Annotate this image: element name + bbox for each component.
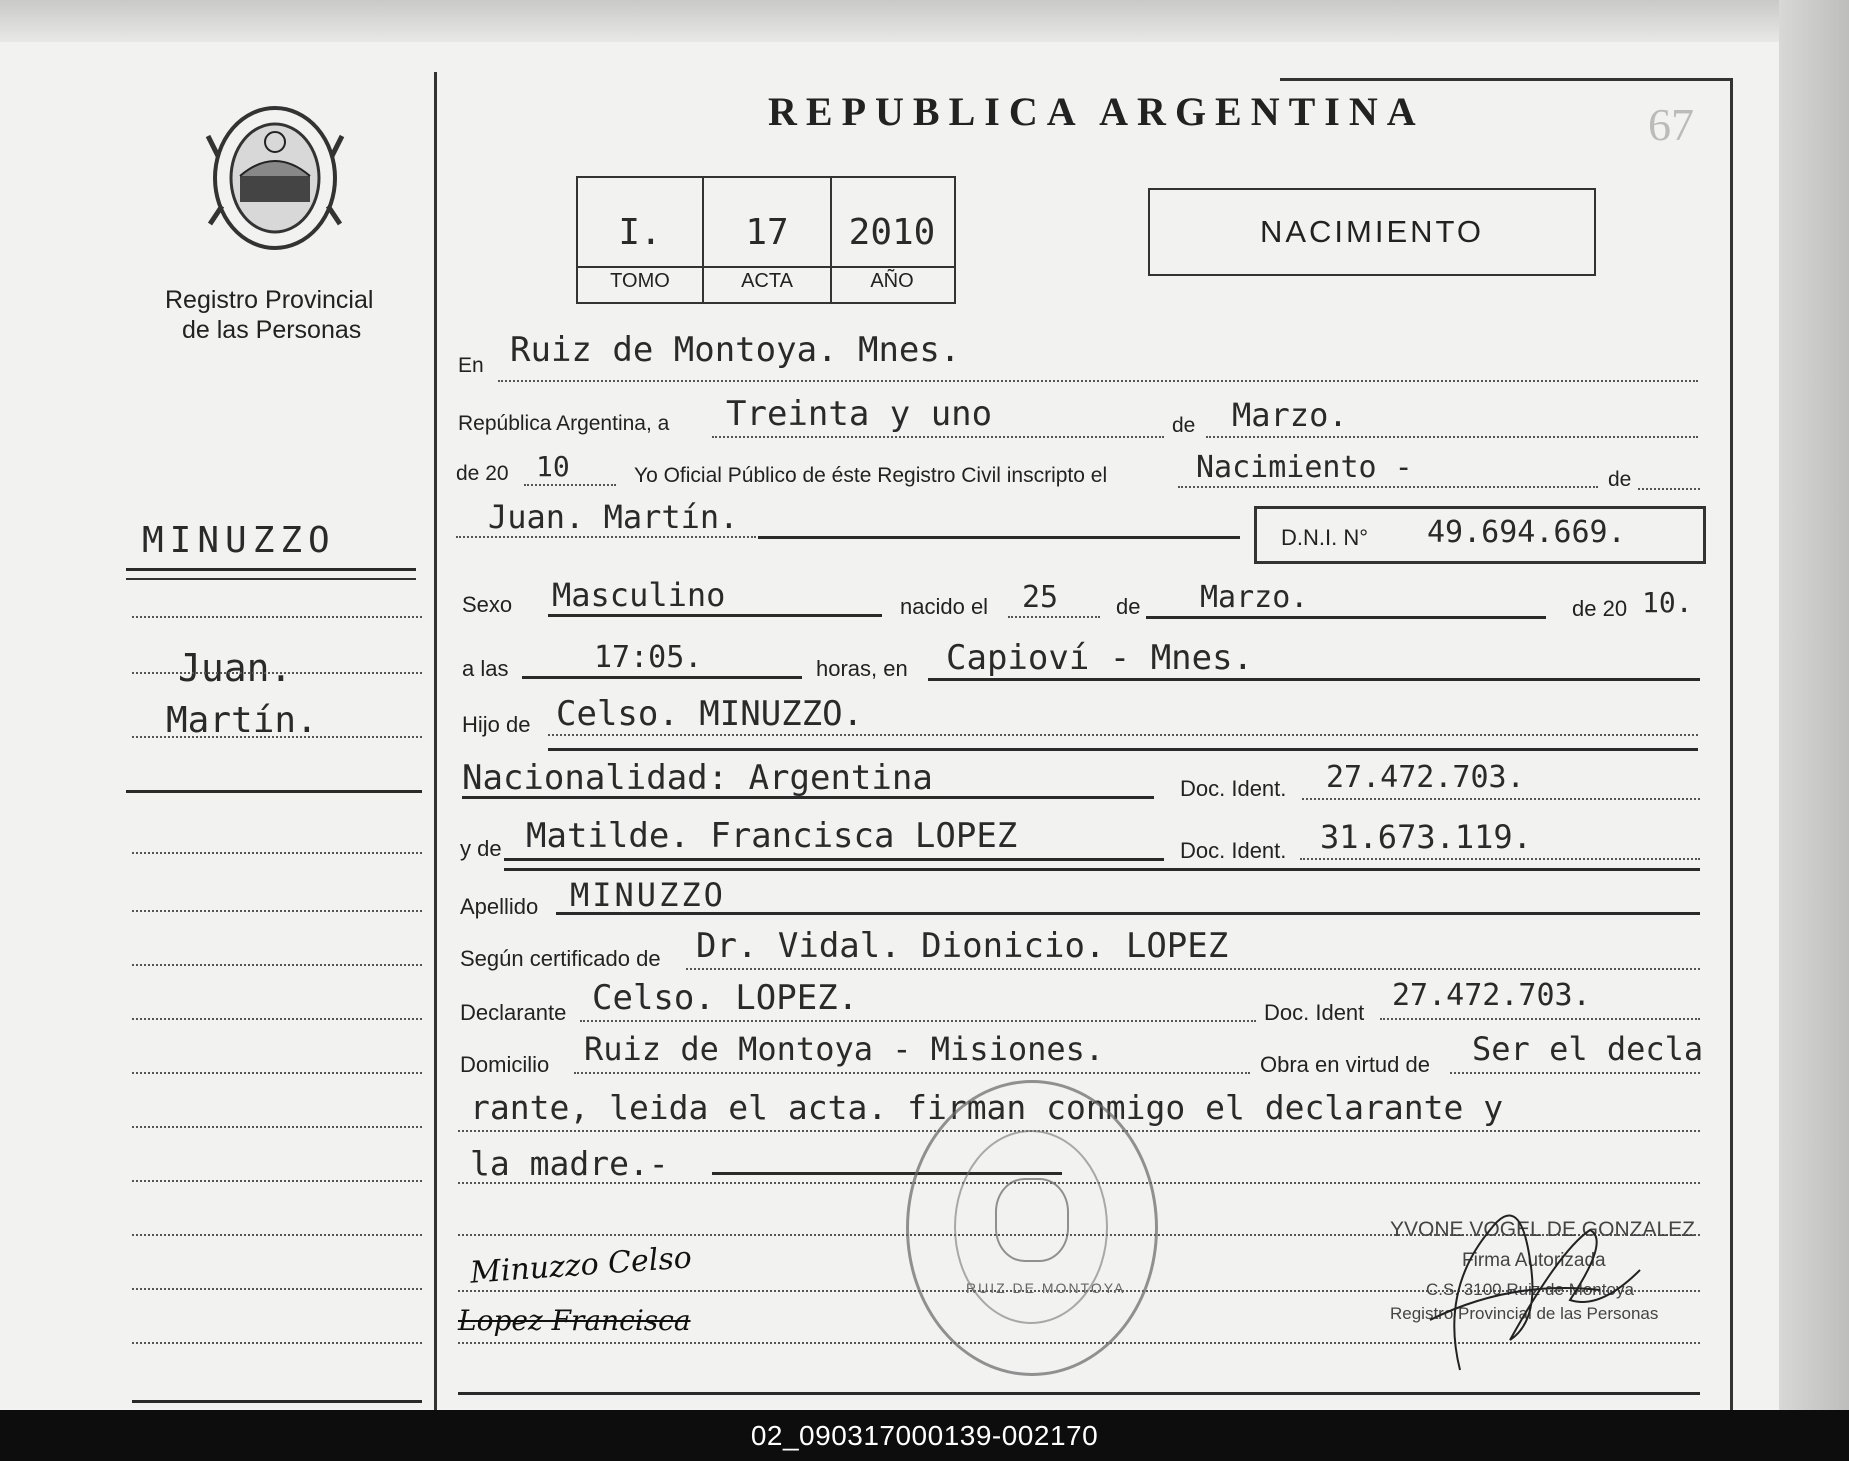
nacionalidad-line <box>462 796 1154 799</box>
doc-label-2: Doc. Ident. <box>1180 838 1287 863</box>
anio-cell <box>832 178 952 302</box>
nacido-label: nacido el <box>900 594 989 619</box>
de-label-3: de <box>1116 594 1141 619</box>
hora-value: 17:05. <box>594 640 703 675</box>
hijo-label: Hijo de <box>462 712 531 737</box>
dia-value: Treinta y uno <box>726 394 993 434</box>
de2010-label: de 20 <box>1572 596 1628 621</box>
margin-rule <box>126 578 416 580</box>
scan-id-footer: 02_090317000139-002170 <box>0 1410 1849 1461</box>
margin-dotted-line <box>132 1018 422 1020</box>
medico-line <box>686 968 1700 970</box>
nacido-dia: 25 <box>1022 580 1059 615</box>
margin-rule <box>132 1400 422 1403</box>
registry-name-line1: Registro Provincial <box>165 286 374 314</box>
margin-dotted-line <box>132 964 422 966</box>
en-value: Ruiz de Montoya. Mnes. <box>510 330 961 370</box>
nombre-line <box>456 536 756 538</box>
madre-doc-line <box>1300 858 1700 860</box>
inscripto-line <box>1178 486 1598 488</box>
margin-dotted-line <box>132 910 422 912</box>
de-label-2: de <box>1608 468 1632 491</box>
margin-dotted-line <box>132 1342 422 1344</box>
obra-line-3: la madre.- <box>470 1144 669 1183</box>
tomo-value: I. <box>618 212 662 253</box>
domicilio-label: Domicilio <box>460 1052 550 1077</box>
record-number-table <box>576 176 956 304</box>
country-title: REPUBLICA ARGENTINA <box>768 89 1425 134</box>
en-line <box>498 380 1698 382</box>
dni-box <box>1254 506 1706 564</box>
domicilio-value: Ruiz de Montoya - Misiones. <box>584 1030 1105 1068</box>
padre-value: Celso. MINUZZO. <box>556 694 864 734</box>
nacionalidad-value: Nacionalidad: Argentina <box>462 758 933 798</box>
officer-signature <box>1400 1170 1660 1390</box>
scan-top-edge <box>0 0 1849 42</box>
madre-doc: 31.673.119. <box>1320 818 1532 856</box>
anio-escrito: 10 <box>536 450 570 483</box>
dni-label: D.N.I. N° <box>1281 525 1369 550</box>
doc-label: Doc. Ident. <box>1180 776 1287 801</box>
lugar-line <box>928 678 1700 681</box>
margin-dotted-line <box>132 1288 422 1290</box>
lugar-value: Capioví - Mnes. <box>946 638 1254 678</box>
margin-name-1: Juan. <box>178 646 293 690</box>
tomo-label: TOMO <box>610 270 670 292</box>
nombre-rule <box>758 536 1240 539</box>
record-type-box: NACIMIENTO <box>1148 188 1596 276</box>
declarante-doc: 27.472.703. <box>1392 978 1591 1013</box>
officer-title: Firma Autorizada <box>1462 1250 1606 1271</box>
official-seal-crest <box>995 1178 1069 1262</box>
margin-rule <box>126 568 416 571</box>
bottom-rule <box>458 1392 1700 1395</box>
acta-cell <box>704 178 832 302</box>
margin-dotted-line <box>132 736 422 738</box>
alas-label: a las <box>462 656 509 681</box>
republica-label: República Argentina, a <box>458 412 670 435</box>
signature-declarante: Minuzzo Celso <box>469 1240 693 1291</box>
dia-line <box>712 436 1164 438</box>
declarante-label: Declarante <box>460 1000 567 1025</box>
mes-value: Marzo. <box>1232 396 1348 434</box>
margin-dotted-line <box>132 1072 422 1074</box>
segun-label: Según certificado de <box>460 946 661 971</box>
anio-line <box>524 484 616 486</box>
yde-label: y de <box>460 836 502 861</box>
sexo-value: Masculino <box>552 576 726 614</box>
margin-dotted-line <box>132 616 422 618</box>
margin-name-2: Martín. <box>166 700 318 741</box>
apellido-label: Apellido <box>460 894 539 919</box>
nombre-value: Juan. Martín. <box>488 498 739 536</box>
madre-value: Matilde. Francisca LOPEZ <box>526 816 1018 856</box>
anio-label: AÑO <box>870 270 914 292</box>
tomo-cell <box>578 178 704 302</box>
padre-rule <box>548 748 1698 751</box>
nacido-dia-line <box>1008 616 1100 618</box>
obra-value: Ser el decla <box>1472 1030 1704 1068</box>
right-border <box>1730 78 1733 1410</box>
margin-divider <box>434 72 437 1410</box>
de-line <box>1638 488 1700 490</box>
madre-rule <box>504 868 1700 871</box>
margin-dotted-line <box>132 672 422 674</box>
padre-line <box>548 734 1698 736</box>
margin-dotted-line <box>132 1126 422 1128</box>
inscripto-value: Nacimiento - <box>1196 450 1413 485</box>
obra-line-2: rante, leida el acta. firman conmigo el declarante y <box>470 1088 1504 1127</box>
acta-label: ACTA <box>741 270 793 292</box>
nacido-anio: 10. <box>1642 586 1693 619</box>
margin-dotted-line <box>132 1234 422 1236</box>
de-label: de <box>1172 414 1196 437</box>
acta-value: 17 <box>745 212 789 253</box>
oficial-label: Yo Oficial Público de éste Registro Civil inscripto el <box>634 464 1108 487</box>
coat-of-arms-logo <box>200 96 350 256</box>
nacido-mes-line <box>1146 616 1546 619</box>
hora-line <box>522 676 802 679</box>
de20-label: de 20 <box>456 462 509 485</box>
table-divider <box>578 266 954 268</box>
officer-office: Registro Provincial de las Personas <box>1390 1304 1659 1323</box>
margin-dotted-line <box>132 1180 422 1182</box>
officer-name: YVONE VOGEL DE GONZALEZ <box>1390 1218 1695 1241</box>
margin-rule <box>126 790 422 793</box>
top-rule <box>1280 78 1730 81</box>
scan-right-edge <box>1779 0 1849 1410</box>
domicilio-line <box>574 1072 1250 1074</box>
nacido-mes: Marzo. <box>1200 580 1309 615</box>
sexo-line <box>548 614 882 617</box>
obra-label: Obra en virtud de <box>1260 1052 1430 1077</box>
declarante-doc-line <box>1380 1018 1700 1020</box>
mes-line <box>1206 436 1698 438</box>
sexo-label: Sexo <box>462 592 513 617</box>
anio-value: 2010 <box>848 212 936 253</box>
padre-doc-line <box>1302 798 1700 800</box>
folio-number: 67 <box>1648 99 1694 150</box>
apellido-line <box>556 912 1700 915</box>
seal-center-text: RUIZ DE MONTOYA <box>966 1280 1126 1296</box>
apellido-value: MINUZZO <box>570 876 726 914</box>
declarante-line <box>580 1020 1256 1022</box>
officer-address: C.S. 3100 Ruiz de Montoya <box>1426 1280 1634 1299</box>
madre-line <box>504 858 1164 861</box>
en-label: En <box>458 354 484 377</box>
signature-madre: Lopez Francisca <box>458 1304 691 1337</box>
margin-surname: MINUZZO <box>142 520 336 561</box>
registry-name-line2: de las Personas <box>182 316 362 344</box>
declarante-value: Celso. LOPEZ. <box>592 978 859 1018</box>
margin-dotted-line <box>132 852 422 854</box>
obra-line <box>1450 1072 1700 1074</box>
dni-value: 49.694.669. <box>1427 515 1626 550</box>
doc-label-3: Doc. Ident <box>1264 1000 1365 1025</box>
medico-value: Dr. Vidal. Dionicio. LOPEZ <box>696 926 1229 966</box>
padre-doc: 27.472.703. <box>1326 760 1525 795</box>
horas-label: horas, en <box>816 656 908 681</box>
